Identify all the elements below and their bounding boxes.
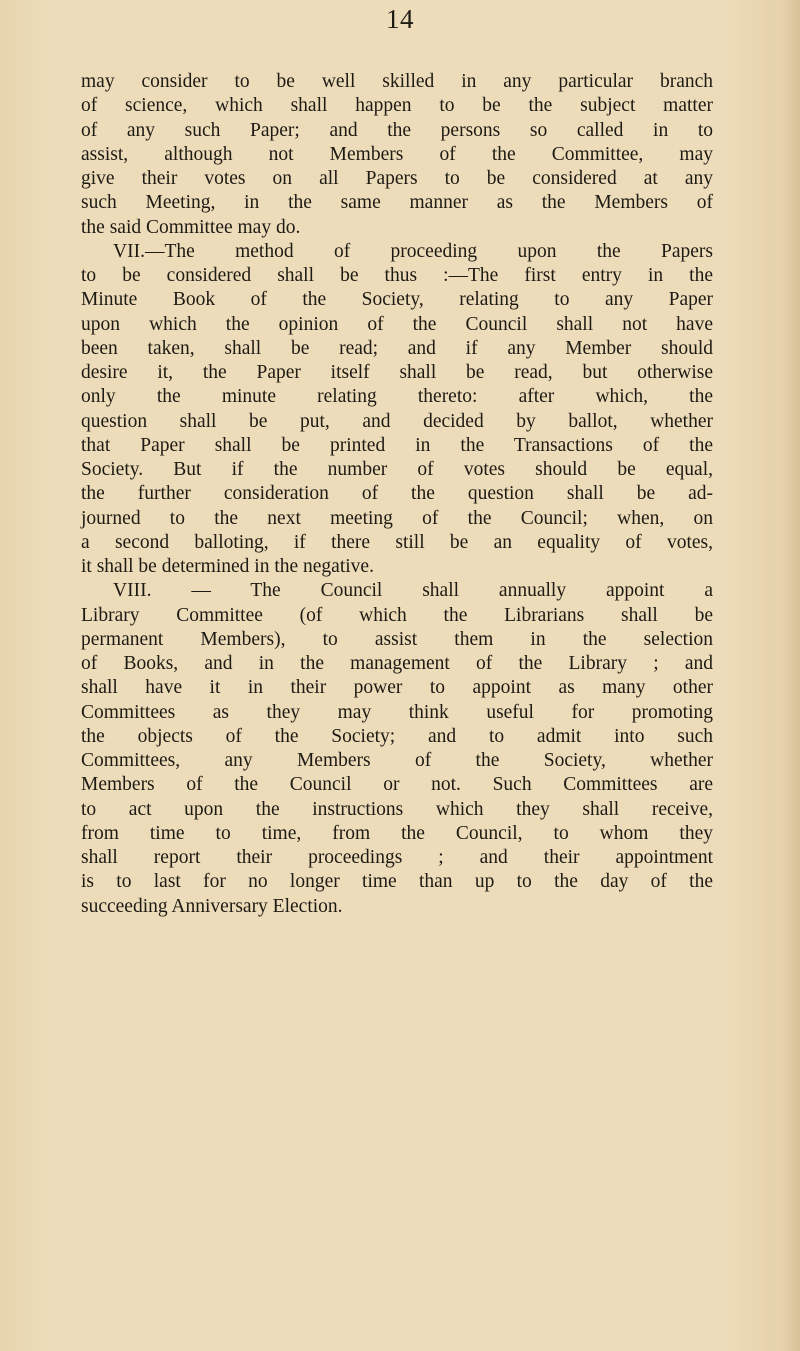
- text-line: Society. But if the number of votes should be equal,: [81, 459, 713, 480]
- text-line: to act upon the instructions which they shall receive,: [81, 798, 713, 820]
- text-line: such Meeting, in the same manner as the Members of: [81, 192, 713, 214]
- text-line: upon which the opinion of the Council shall not have: [81, 313, 713, 335]
- text-line: shall report their proceedings ; and their appointment: [81, 847, 713, 868]
- text-line: give their votes on all Papers to be considered at any: [81, 168, 713, 189]
- text-line: that Paper shall be printed in the Transactions of the: [81, 434, 713, 456]
- text-line: succeeding Anniversary Election.: [81, 895, 343, 917]
- text-line: from time to time, from the Council, to whom they: [81, 822, 713, 844]
- text-line: Members of the Council or not. Such Committees are: [81, 774, 713, 796]
- text-line: it shall be determined in the negative.: [81, 556, 374, 577]
- text-line: Committees, any Members of the Society, whether: [81, 750, 713, 771]
- section-heading-viii: VIII. — The Council shall annually appoint a: [113, 580, 713, 602]
- text-line: of Books, and in the management of the Library ; and: [81, 653, 713, 674]
- text-line: shall have it in their power to appoint as many other: [81, 677, 713, 699]
- text-line: of any such Paper; and the persons so called in to: [81, 119, 713, 141]
- page-number: 14: [386, 4, 414, 34]
- text-line: assist, although not Members of the Committee, may: [81, 143, 713, 165]
- text-line: the further consideration of the question shall be ad-: [81, 483, 713, 505]
- text-line: desire it, the Paper itself shall be read, but otherwise: [81, 362, 713, 383]
- text-line: question shall be put, and decided by ballot, whether: [81, 410, 713, 432]
- text-line: of science, which shall happen to be the subject matter: [81, 95, 713, 117]
- text-line: a second balloting, if there still be an equality of votes,: [81, 531, 713, 553]
- text-line: been taken, shall be read; and if any Member should: [81, 337, 713, 359]
- text-line: Committees as they may think useful for promoting: [81, 701, 713, 723]
- text-line: to be considered shall be thus :—The first entry in the: [81, 265, 713, 286]
- text-line: permanent Members), to assist them in the selection: [81, 628, 713, 650]
- section-heading-vii: VII.—The method of proceeding upon the Papers: [113, 240, 713, 262]
- text-line: the said Committee may do.: [81, 216, 301, 238]
- text-line: Library Committee (of which the Librarians shall be: [81, 604, 713, 626]
- text-line: only the minute relating thereto: after which, the: [81, 386, 713, 408]
- text-line: may consider to be well skilled in any particular branch: [81, 71, 713, 92]
- text-line: the objects of the Society; and to admit into such: [81, 725, 713, 747]
- text-line: Minute Book of the Society, relating to any Paper: [81, 289, 713, 311]
- text-line: journed to the next meeting of the Council; when, on: [81, 507, 713, 529]
- page-edge-shadow: [782, 0, 800, 1351]
- text-line: is to last for no longer time than up to the day of the: [81, 871, 713, 893]
- body-text: [81, 70, 713, 919]
